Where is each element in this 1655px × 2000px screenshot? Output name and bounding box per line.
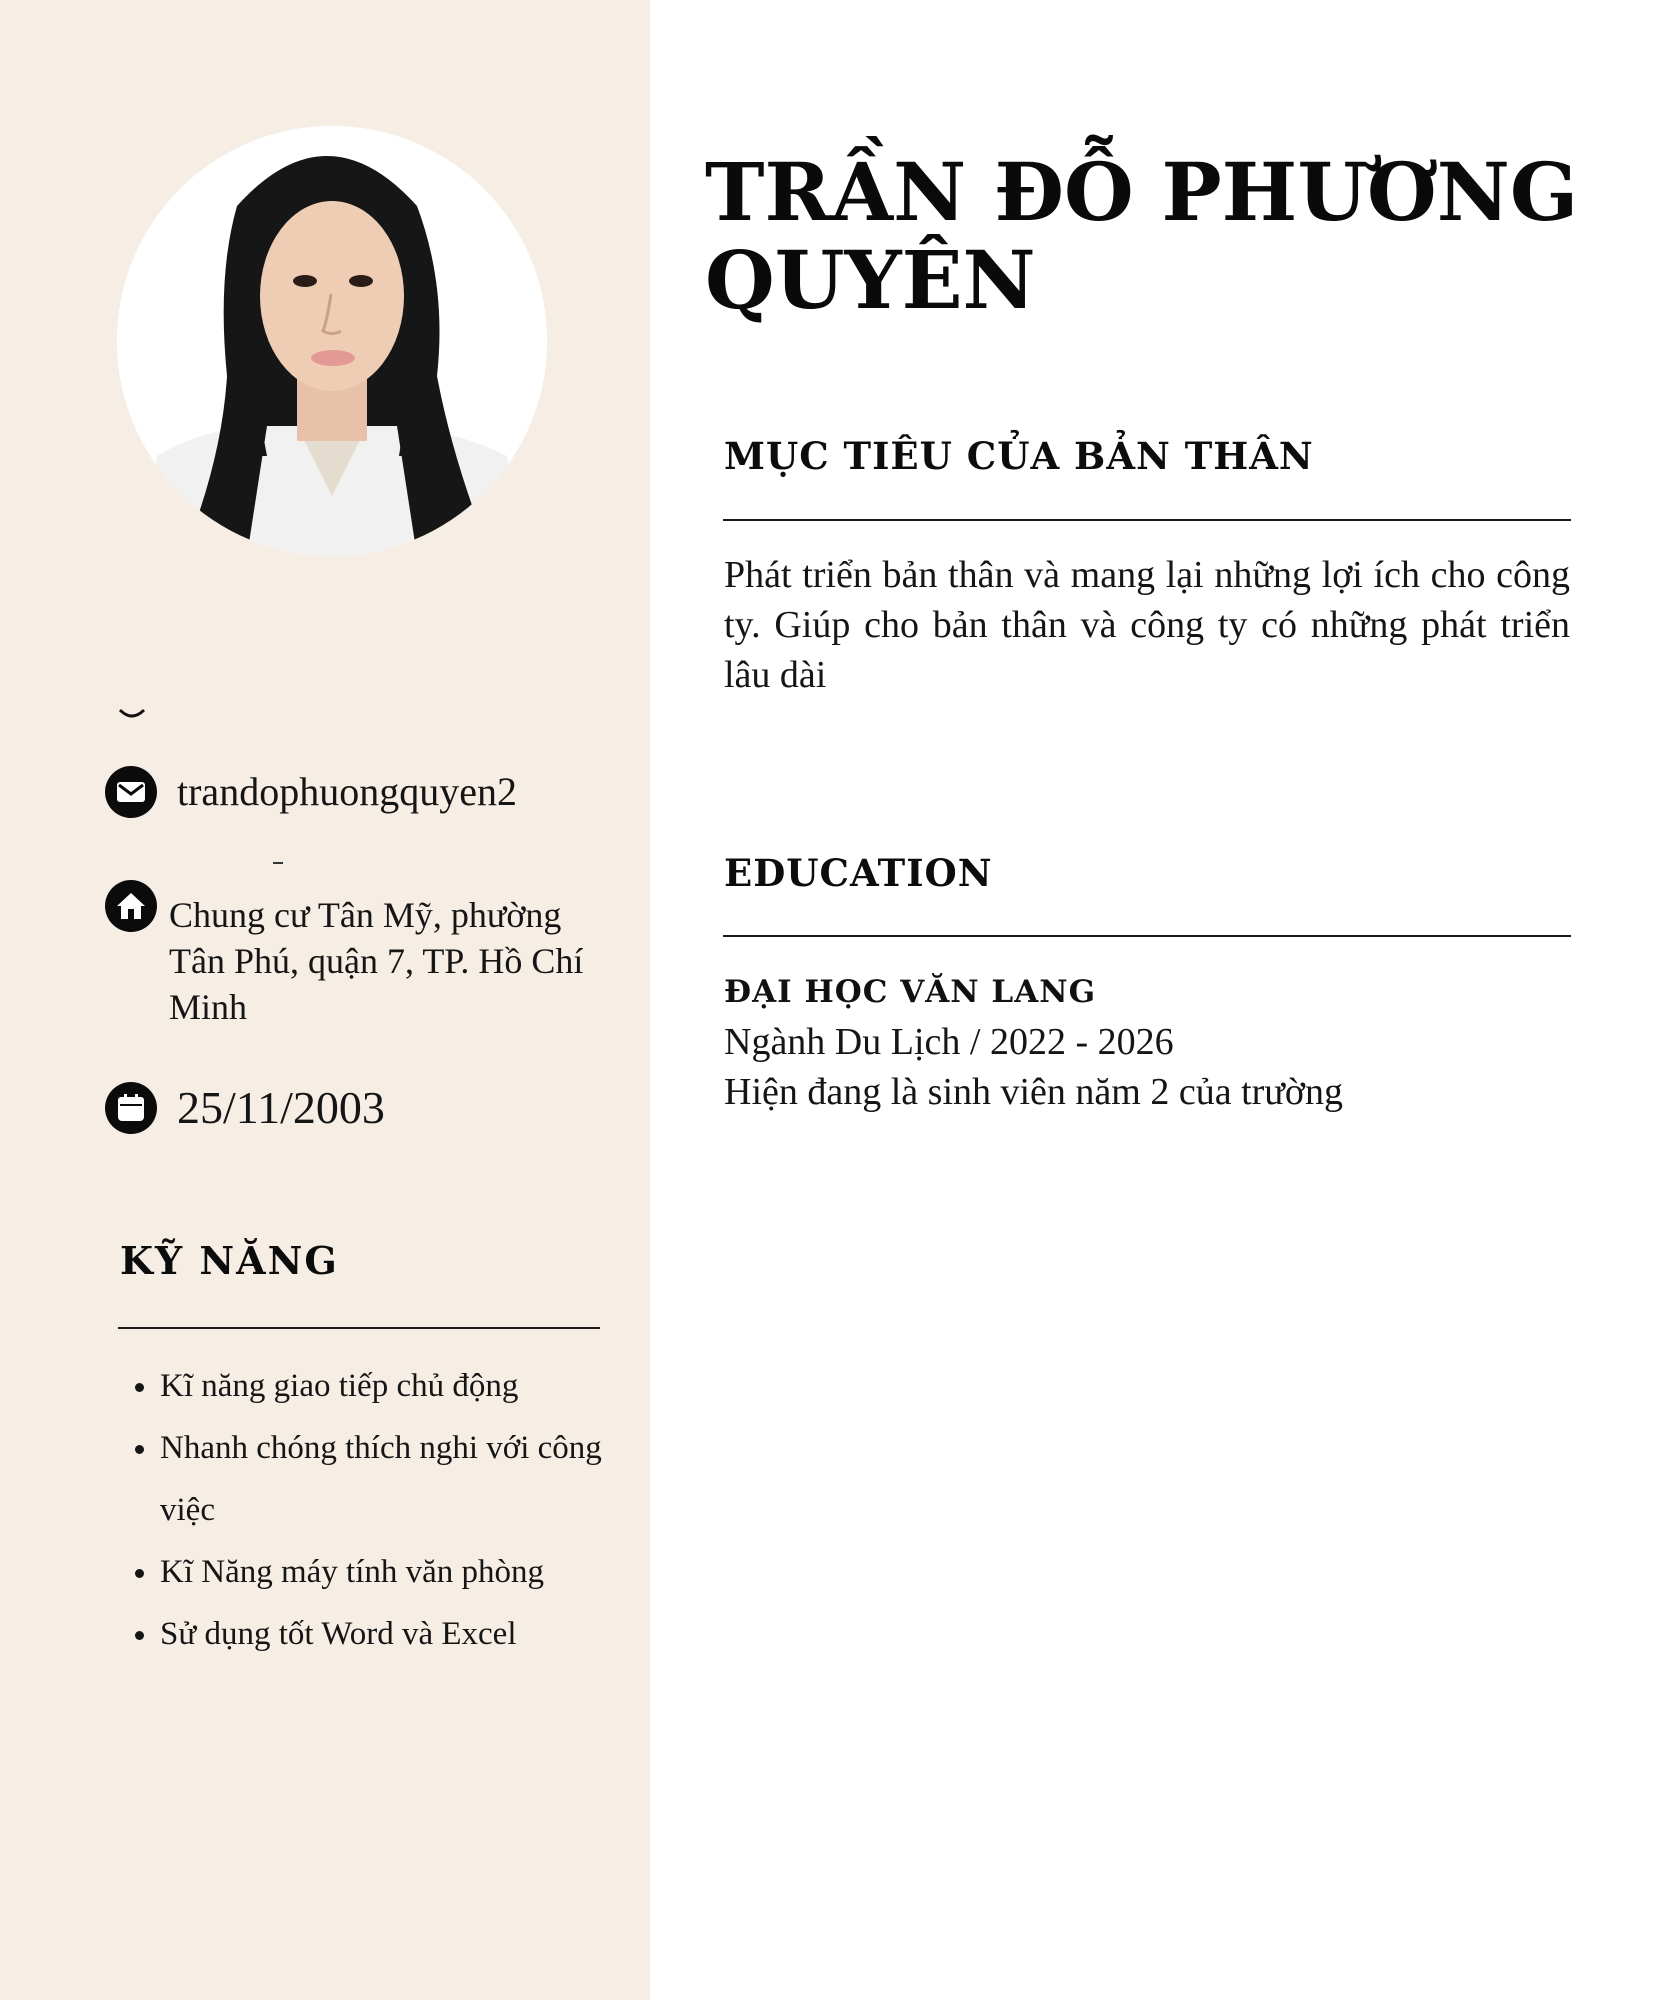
email-text[interactable]: trandophuongquyen2 [177,769,517,814]
profile-photo [117,126,547,556]
address-row [105,880,599,1030]
home-icon [105,880,157,932]
email-row [105,766,517,818]
objective-divider [723,519,1571,521]
skill-item: • Sử dụng tốt Word và Excel [160,1603,660,1665]
objective-heading: MỤC TIÊU CỦA BẢN THÂN [724,434,1314,478]
calendar-icon [105,1082,157,1134]
objective-text: Phát triển bản thân và mang lại những lợi ích cho công ty. Giúp cho bản thân và công ty có những phát triển lâu dài [724,554,1570,696]
school-name: ĐẠI HỌC VĂN LANG [724,974,1097,1010]
skill-item: • Nhanh chóng thích nghi với công việc [160,1417,660,1541]
skill-item: • Kĩ Năng máy tính văn phòng [160,1541,660,1603]
phone-icon-fragment [118,706,146,722]
skills-list [118,1355,660,1665]
education-major: Ngành Du Lịch / 2022 - 2026 [724,1021,1174,1063]
birthdate-row [105,1082,385,1134]
left-sidebar [0,0,650,2000]
candidate-name: TRẦN ĐỖ PHƯƠNG QUYÊN [705,145,1579,327]
education-divider [723,935,1571,937]
email-dash [273,862,283,864]
education-heading: EDUCATION [724,851,993,895]
education-note: Hiện đang là sinh viên năm 2 của trường [724,1071,1343,1113]
skill-item: • Kĩ năng giao tiếp chủ động [160,1355,660,1417]
email-icon [105,766,157,818]
address-text: Chung cư Tân Mỹ, phường Tân Phú, quận 7, TP. Hồ Chí Minh [169,895,584,1027]
birthdate-text: 25/11/2003 [177,1082,385,1133]
skills-heading: KỸ NĂNG [120,1238,339,1283]
skills-divider [118,1327,600,1329]
